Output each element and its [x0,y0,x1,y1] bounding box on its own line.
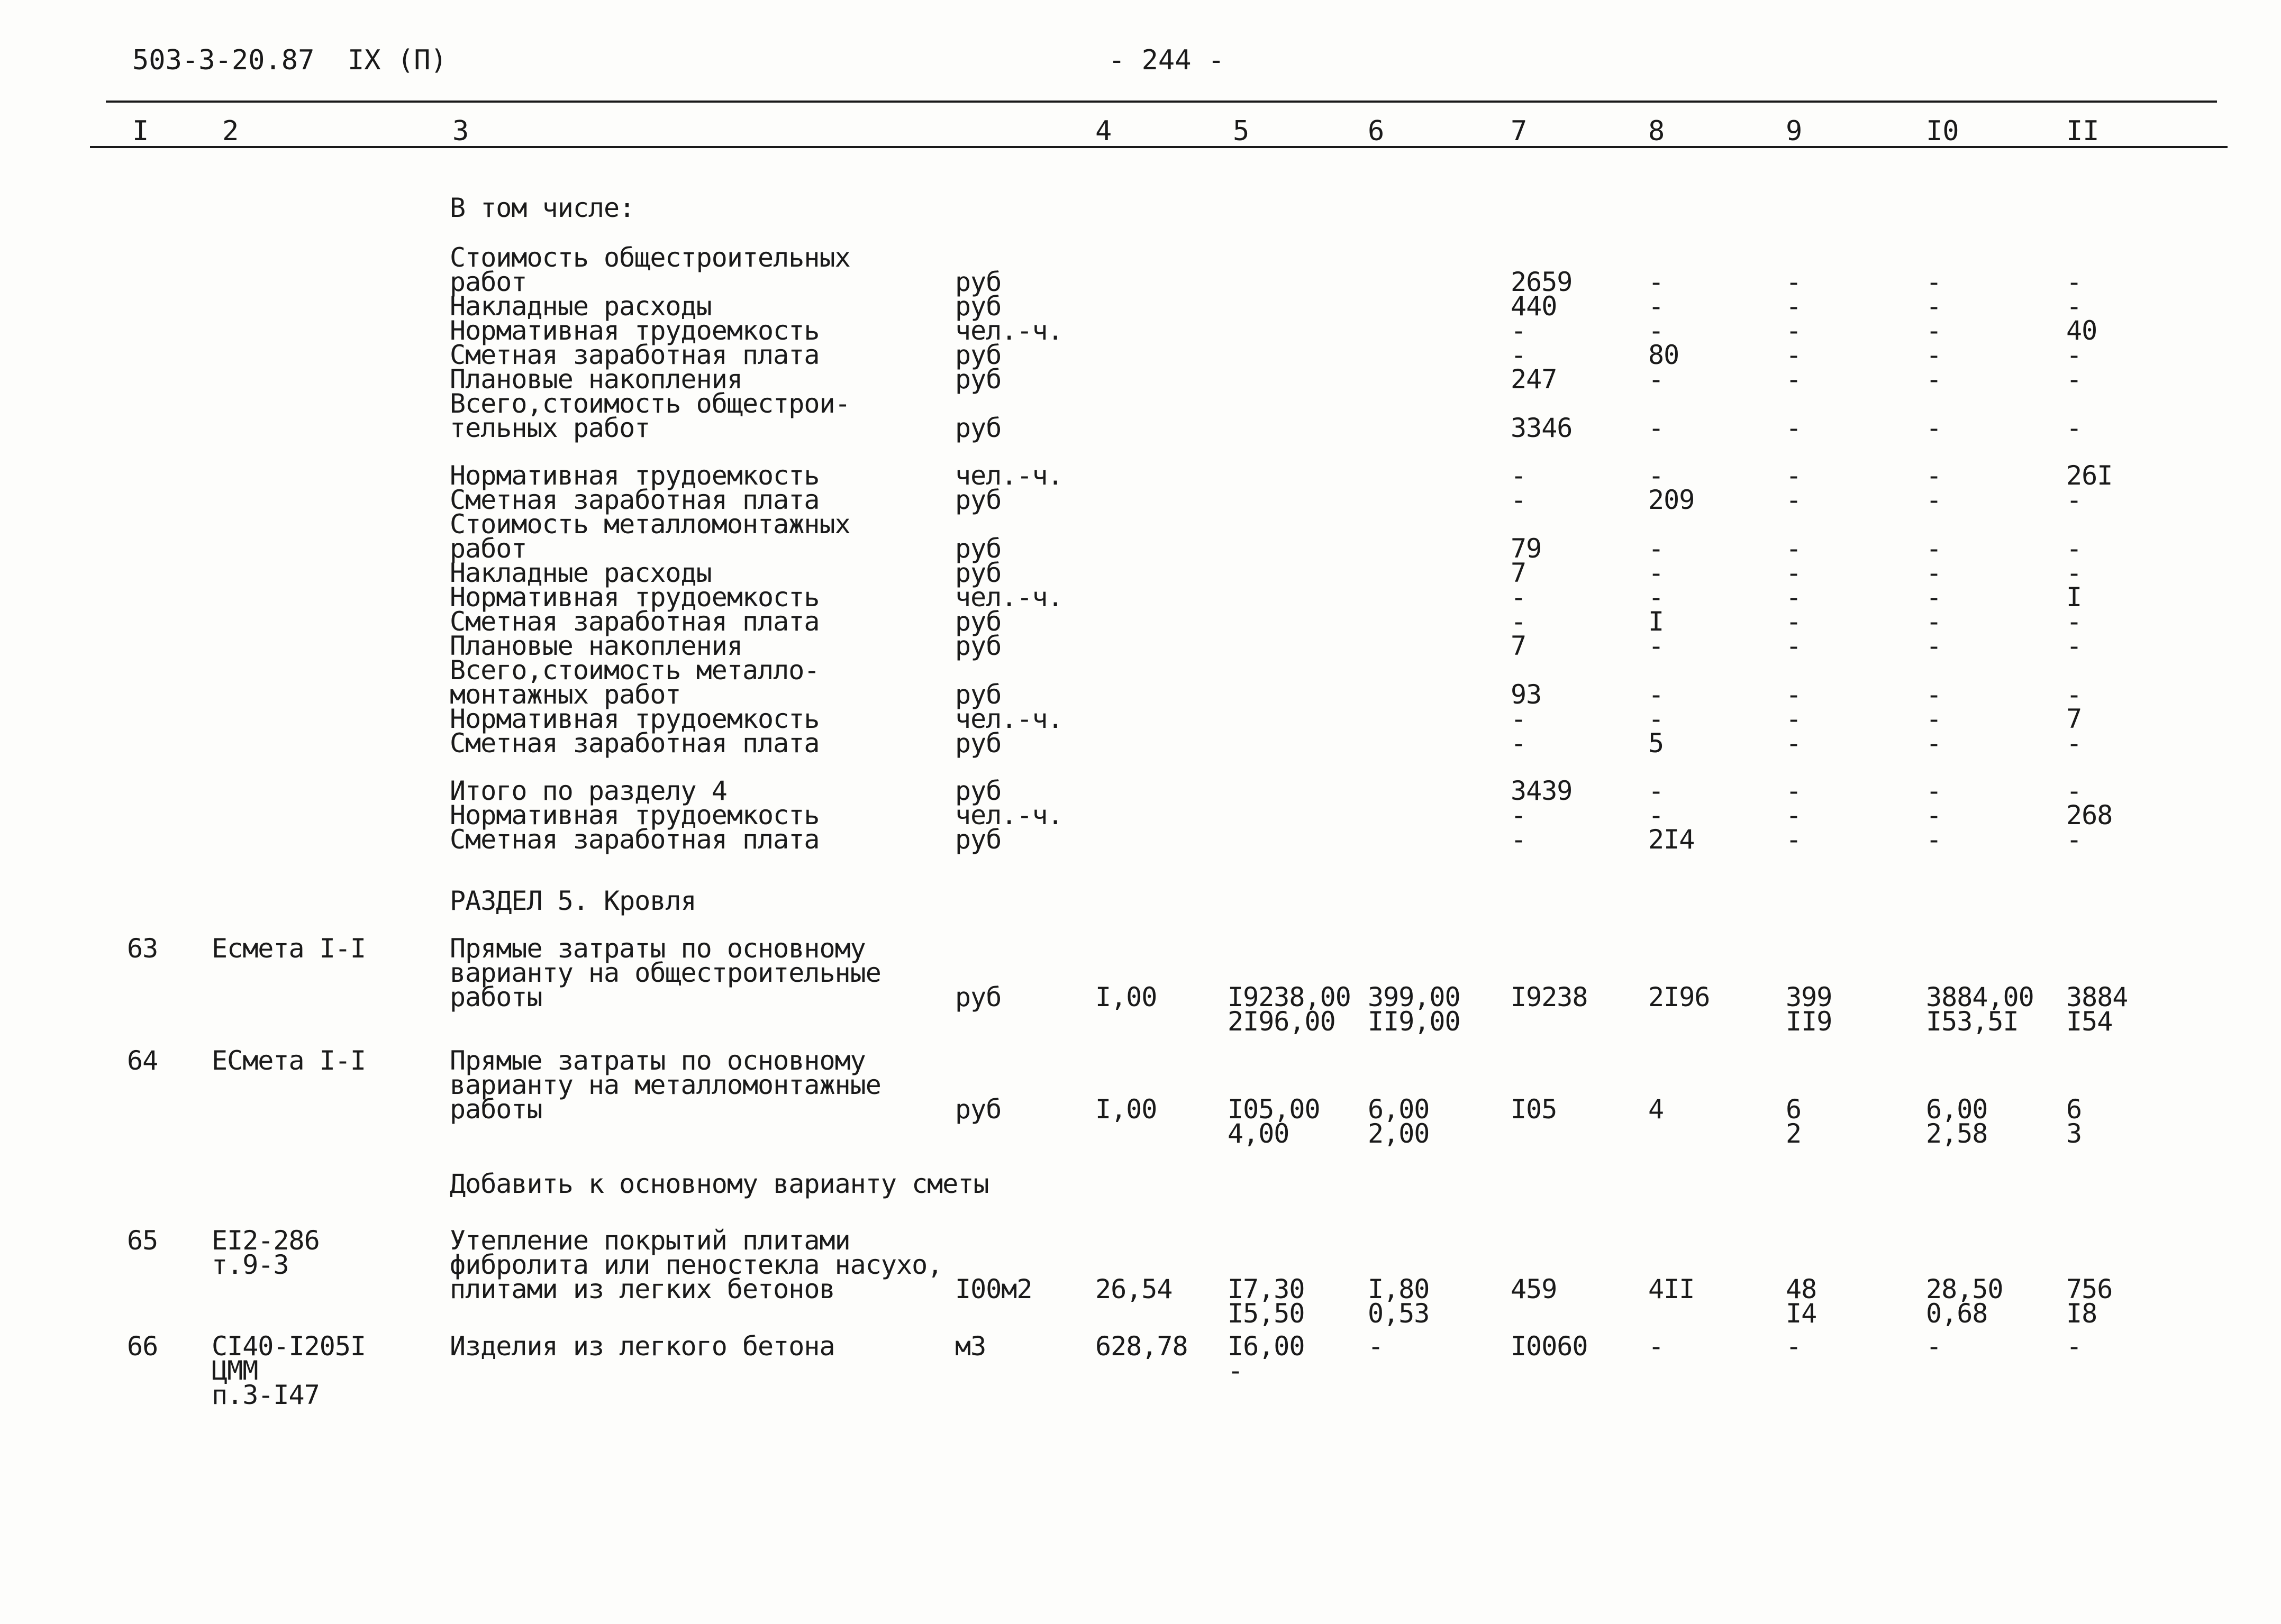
item-code: п.3-I47 [212,1380,320,1410]
value-col-7: - [1511,315,1526,346]
value-col-7: 3439 [1511,775,1573,806]
row-name: работ [450,267,527,297]
value-col-11: 7 [2066,704,2082,734]
item-code: ЦММ [212,1355,258,1386]
value-col-6: 399,00 [1368,982,1460,1012]
value-col-8: - [1648,800,1664,831]
row-name: Сметная заработная плата [450,606,820,637]
value-col-7: 440 [1511,291,1557,322]
item-unit: руб [955,1094,1002,1125]
row-name: Сметная заработная плата [450,728,820,759]
row-name: Сметная заработная плата [450,485,820,515]
item-number: 63 [127,933,158,964]
item-code: СI40-I205I [212,1331,366,1362]
item-name: работы [450,982,542,1012]
row-unit: руб [955,631,1002,661]
value-col-9: - [1786,267,1802,297]
value-col-7: - [1511,800,1526,831]
row-name: Сметная заработная плата [450,340,820,370]
item-unit: I00м2 [955,1274,1032,1304]
value-col-11: - [2066,485,2082,515]
value-col-10: - [1926,533,1942,564]
row-name: Стоимость металломонтажных [450,509,850,540]
value-col-7: - [1511,704,1526,734]
value-col-10: - [1926,267,1942,297]
value-col-7: 459 [1511,1274,1557,1304]
column-number: 5 [1233,115,1250,147]
value-col-8: - [1648,631,1664,661]
row-unit: руб [955,533,1002,564]
value-col-11: - [2066,291,2082,322]
row-unit: руб [955,558,1002,588]
row-name: монтажных работ [450,679,681,710]
row-unit: руб [955,340,1002,370]
value-col-8: - [1648,413,1664,443]
value-col-7: 7 [1511,558,1526,588]
item-name: плитами из легких бетонов [450,1274,835,1304]
value-col-9: - [1786,679,1802,710]
row-unit: руб [955,728,1002,759]
value-col-11: - [2066,558,2082,588]
item-number: 64 [127,1045,158,1076]
column-number: 4 [1095,115,1112,147]
page-number: - 244 - [1108,44,1225,76]
value-col-9: 399 [1786,982,1832,1012]
value-col-9: II9 [1786,1006,1832,1037]
value-col-9: - [1786,291,1802,322]
value-col-6: 0,53 [1368,1298,1430,1329]
value-col-7: I0060 [1511,1331,1588,1362]
value-col-11: 26I [2066,460,2113,491]
section-title: РАЗДЕЛ 5. Кровля [450,886,696,916]
value-col-9: 48 [1786,1274,1817,1304]
value-col-11: - [2066,1331,2082,1362]
row-unit: чел.-ч. [955,460,1063,491]
value-col-8: - [1648,267,1664,297]
value-col-11: I8 [2066,1298,2097,1329]
value-col-5: I7,30 [1228,1274,1305,1304]
value-col-10: - [1926,824,1942,855]
value-col-7: 2659 [1511,267,1573,297]
row-unit: руб [955,606,1002,637]
value-col-4: 26,54 [1095,1274,1173,1304]
document-code: 503-3-20.87 IX (П) [132,44,447,76]
item-name: варианту на общестроительные [450,957,881,988]
row-name: тельных работ [450,413,650,443]
value-col-8: - [1648,533,1664,564]
value-col-11: 6 [2066,1094,2082,1125]
value-col-10: 2,58 [1926,1118,1988,1149]
row-unit: чел.-ч. [955,315,1063,346]
item-name: Изделия из легкого бетона [450,1331,835,1362]
row-name: Накладные расходы [450,291,712,322]
value-col-10: - [1926,704,1942,734]
value-col-9: - [1786,1331,1802,1362]
value-col-5: I5,50 [1228,1298,1305,1329]
row-unit: чел.-ч. [955,582,1063,613]
value-col-11: - [2066,533,2082,564]
column-number: 8 [1648,115,1665,147]
row-name: Нормативная трудоемкость [450,800,820,831]
value-col-7: 93 [1511,679,1542,710]
row-unit: руб [955,267,1002,297]
row-unit: руб [955,413,1002,443]
value-col-7: - [1511,340,1526,370]
value-col-9: - [1786,340,1802,370]
value-col-5: 2I96,00 [1228,1006,1335,1037]
column-number: 2 [222,115,239,147]
value-col-11: - [2066,824,2082,855]
column-number: 9 [1786,115,1803,147]
value-col-4: 628,78 [1095,1331,1188,1362]
value-col-10: 6,00 [1926,1094,1988,1125]
value-col-8: - [1648,291,1664,322]
item-code: Есмета I-I [212,933,366,964]
value-col-11: - [2066,364,2082,395]
value-col-9: - [1786,533,1802,564]
item-name: Прямые затраты по основному [450,1045,866,1076]
value-col-7: I05 [1511,1094,1557,1125]
value-col-11: I54 [2066,1006,2113,1037]
value-col-10: - [1926,606,1942,637]
value-col-9: - [1786,315,1802,346]
value-col-5: - [1228,1355,1243,1386]
value-col-8: 5 [1648,728,1664,759]
value-col-10: - [1926,291,1942,322]
value-col-10: - [1926,413,1942,443]
value-col-9: - [1786,413,1802,443]
value-col-9: - [1786,460,1802,491]
value-col-11: - [2066,340,2082,370]
value-col-9: - [1786,824,1802,855]
value-col-11: 756 [2066,1274,2113,1304]
header-rule-top [106,101,2217,103]
value-col-7: - [1511,824,1526,855]
value-col-7: 3346 [1511,413,1573,443]
row-name: Нормативная трудоемкость [450,315,820,346]
value-col-11: - [2066,267,2082,297]
row-name: Накладные расходы [450,558,712,588]
value-col-5: I6,00 [1228,1331,1305,1362]
value-col-8: - [1648,704,1664,734]
value-col-11: - [2066,775,2082,806]
value-col-10: - [1926,340,1942,370]
value-col-8: 4II [1648,1274,1695,1304]
value-col-7: 247 [1511,364,1557,395]
row-name: Всего,стоимость общестрои- [450,388,850,419]
value-col-8: - [1648,315,1664,346]
row-name: Стоимость общестроительных [450,242,850,273]
value-col-11: - [2066,606,2082,637]
value-col-6: II9,00 [1368,1006,1460,1037]
value-col-6: 6,00 [1368,1094,1430,1125]
row-unit: чел.-ч. [955,704,1063,734]
value-col-11: 40 [2066,315,2097,346]
item-unit: руб [955,982,1002,1012]
value-col-7: 7 [1511,631,1526,661]
value-col-9: I4 [1786,1298,1817,1329]
value-col-8: - [1648,1331,1664,1362]
row-name: Нормативная трудоемкость [450,704,820,734]
value-col-6: 2,00 [1368,1118,1430,1149]
value-col-10: - [1926,315,1942,346]
column-number: II [2066,115,2100,147]
item-code: т.9-3 [212,1249,289,1280]
value-col-10: - [1926,800,1942,831]
value-col-11: 3884 [2066,982,2128,1012]
row-name: работ [450,533,527,564]
value-col-8: - [1648,679,1664,710]
value-col-8: 209 [1648,485,1695,515]
value-col-9: - [1786,631,1802,661]
including-label: В том числе: [450,193,635,223]
value-col-10: - [1926,775,1942,806]
value-col-5: I9238,00 [1228,982,1351,1012]
value-col-7: - [1511,606,1526,637]
value-col-10: 0,68 [1926,1298,1988,1329]
value-col-7: - [1511,728,1526,759]
value-col-5: 4,00 [1228,1118,1289,1149]
value-col-10: 28,50 [1926,1274,2003,1304]
value-col-4: I,00 [1095,1094,1157,1125]
value-col-11: I [2066,582,2082,613]
item-name: работы [450,1094,542,1125]
row-unit: руб [955,291,1002,322]
value-col-9: - [1786,704,1802,734]
value-col-7: - [1511,460,1526,491]
value-col-9: - [1786,800,1802,831]
row-name: Плановые накопления [450,364,742,395]
item-name: Утепление покрытий плитами [450,1225,850,1256]
value-col-6: I,80 [1368,1274,1430,1304]
value-col-7: 79 [1511,533,1542,564]
value-col-8: - [1648,364,1664,395]
column-number: 7 [1511,115,1528,147]
value-col-11: - [2066,413,2082,443]
value-col-11: - [2066,631,2082,661]
value-col-10: - [1926,364,1942,395]
column-number: I [132,115,149,147]
item-code: ЕI2-286 [212,1225,320,1256]
value-col-10: - [1926,631,1942,661]
value-col-9: - [1786,606,1802,637]
value-col-4: I,00 [1095,982,1157,1012]
value-col-9: - [1786,775,1802,806]
value-col-9: 2 [1786,1118,1802,1149]
value-col-9: - [1786,364,1802,395]
item-name: фибролита или пеностекла насухо, [450,1249,943,1280]
value-col-9: - [1786,728,1802,759]
row-name: Всего,стоимость металло- [450,655,820,686]
value-col-7: I9238 [1511,982,1588,1012]
value-col-10: - [1926,485,1942,515]
value-col-8: 2I96 [1648,982,1710,1012]
value-col-10: - [1926,679,1942,710]
value-col-8: I [1648,606,1664,637]
value-col-8: - [1648,460,1664,491]
value-col-8: - [1648,582,1664,613]
row-name: Нормативная трудоемкость [450,582,820,613]
value-col-8: 2I4 [1648,824,1695,855]
row-unit: руб [955,364,1002,395]
row-unit: руб [955,824,1002,855]
row-unit: руб [955,485,1002,515]
value-col-8: - [1648,558,1664,588]
item-unit: м3 [955,1331,986,1362]
value-col-9: 6 [1786,1094,1802,1125]
value-col-10: - [1926,728,1942,759]
value-col-11: - [2066,728,2082,759]
value-col-7: - [1511,485,1526,515]
value-col-10: - [1926,1331,1942,1362]
item-code: ЕСмета I-I [212,1045,366,1076]
value-col-11: - [2066,679,2082,710]
value-col-11: 3 [2066,1118,2082,1149]
row-unit: чел.-ч. [955,800,1063,831]
item-name: варианту на металломонтажные [450,1070,881,1100]
value-col-9: - [1786,582,1802,613]
value-col-9: - [1786,558,1802,588]
value-col-10: - [1926,460,1942,491]
add-to-estimate-label: Добавить к основному варианту сметы [450,1169,989,1199]
item-name: Прямые затраты по основному [450,933,866,964]
value-col-10: I53,5I [1926,1006,2019,1037]
item-number: 66 [127,1331,158,1362]
column-number: 6 [1368,115,1385,147]
value-col-8: 80 [1648,340,1679,370]
value-col-5: I05,00 [1228,1094,1320,1125]
value-col-10: - [1926,582,1942,613]
row-name: Плановые накопления [450,631,742,661]
column-number: I0 [1926,115,1959,147]
row-name: Сметная заработная плата [450,824,820,855]
row-unit: руб [955,775,1002,806]
value-col-10: 3884,00 [1926,982,2034,1012]
column-number: 3 [452,115,469,147]
value-col-10: - [1926,558,1942,588]
value-col-11: 268 [2066,800,2113,831]
value-col-9: - [1786,485,1802,515]
value-col-8: - [1648,775,1664,806]
row-name: Итого по разделу 4 [450,775,727,806]
value-col-8: 4 [1648,1094,1664,1125]
header-rule-bottom [90,146,2228,148]
item-number: 65 [127,1225,158,1256]
row-name: Нормативная трудоемкость [450,460,820,491]
value-col-6: - [1368,1331,1384,1362]
value-col-7: - [1511,582,1526,613]
row-unit: руб [955,679,1002,710]
